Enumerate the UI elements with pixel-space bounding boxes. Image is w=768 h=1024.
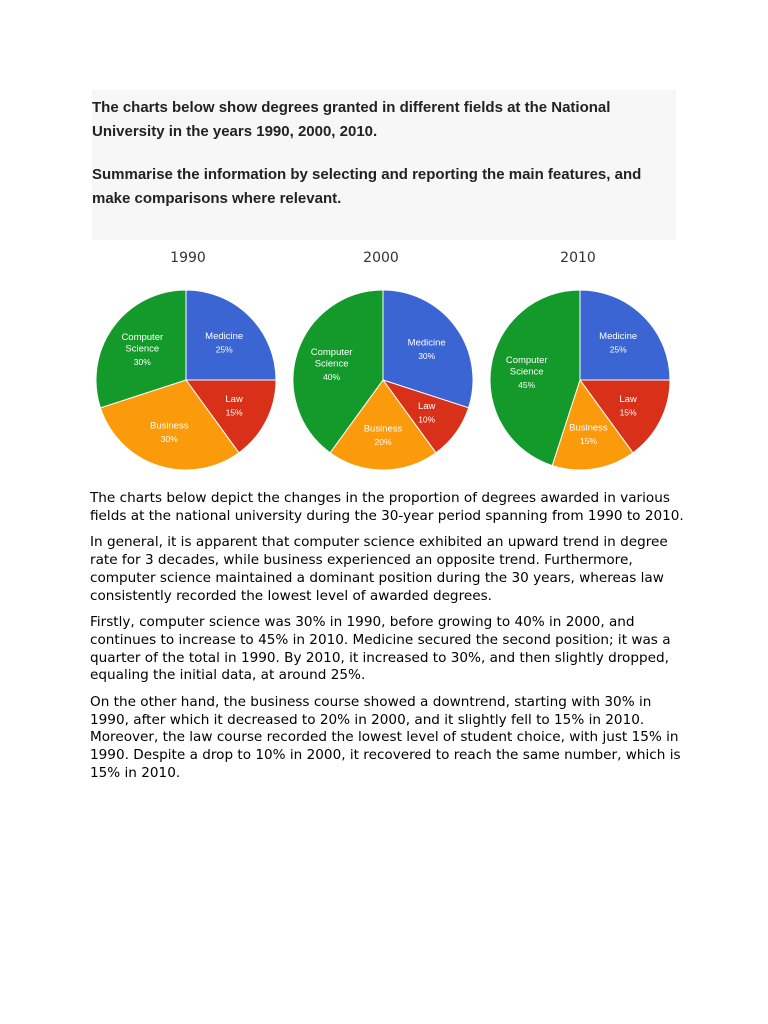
essay-paragraph-3: Firstly, computer science was 30% in 1990, before growing to 40% in 2000, and continues to increase to 45% in 2010. Medicine secured the second position; it was a quarter of the total in 1990. By 2010, it increased to 30%, and then slightly dropped, equaling the initial data, at around 25%. [90,614,671,684]
slice-label-business-1990: Business [150,420,189,432]
pie-chart-1990 [96,250,276,470]
pie-charts-panel [92,240,676,478]
slice-value-business-2000: 20% [374,436,392,447]
task-prompt-line-1: The charts below show degrees granted in different fields at the National University in the years 1990, 2000, 2010. [92,99,611,140]
pie-chart-2000 [293,250,473,470]
slice-label-medicine-2000: Medicine [407,337,446,349]
slice-value-medicine-2000: 30% [418,351,436,361]
slice-value-law-2000: 10% [418,414,436,425]
slice-label-computer-science-2000: Science [314,358,349,370]
slice-value-computer-science-1990: 30% [133,356,151,367]
slice-label-computer-science-1990: Science [125,343,160,355]
slice-label-computer-science-2000: Computer [310,346,353,358]
task-prompt-line-2: Summarise the information by selecting and reporting the main features, and make comparisons where relevant. [92,166,642,207]
slice-value-law-2010: 15% [619,407,637,418]
slice-label-computer-science-2010: Computer [505,355,548,367]
slice-value-business-2010: 15% [579,436,597,447]
slice-label-computer-science-1990: Computer [121,331,164,343]
slice-value-medicine-1990: 25% [215,344,233,355]
slice-label-law-2000: Law [417,401,436,412]
slice-label-law-2010: Law [619,393,637,405]
slice-label-law-1990: Law [225,393,243,405]
pie-title-2000: 2000 [363,250,399,266]
pie-title-2010: 2010 [560,250,596,266]
slice-value-computer-science-2010: 45% [518,380,536,391]
essay-body [90,490,690,792]
slice-value-business-1990: 30% [160,434,178,445]
essay-paragraph-4: On the other hand, the business course showed a downtrend, starting with 30% in 1990, after which it decreased to 20% in 2000, and it slightly fell to 15% in 2010. Moreover, the law course recorded the lowest level of student choice, with just 15% in 1990. Despite a drop to 10% in 2000, it recovered to reach the same number, which is 15% in 2010. [90,694,681,781]
pie-title-1990: 1990 [170,250,206,266]
slice-value-medicine-2010: 25% [609,344,627,355]
slice-label-medicine-1990: Medicine [205,331,244,343]
slice-label-medicine-2010: Medicine [599,331,638,343]
pie-charts-svg [92,240,676,478]
essay-paragraph-1: The charts below depict the changes in the proportion of degrees awarded in various fields at the national university during the 30-year period spanning from 1990 to 2010. [90,490,684,524]
slice-label-business-2010: Business [569,422,608,434]
pie-chart-2010 [490,250,670,470]
slice-value-computer-science-2000: 40% [323,371,341,382]
essay-paragraph-2: In general, it is apparent that computer science exhibited an upward trend in degree rate for 3 decades, while business experienced an opposite trend. Furthermore, computer science maintained a dominant position during the 30 years, whereas law consistently recorded the lowest level of awarded degrees. [90,534,668,604]
slice-value-law-1990: 15% [225,407,243,418]
slice-label-computer-science-2010: Science [509,366,544,378]
task-figure [92,90,676,478]
slice-label-business-2000: Business [363,423,403,435]
